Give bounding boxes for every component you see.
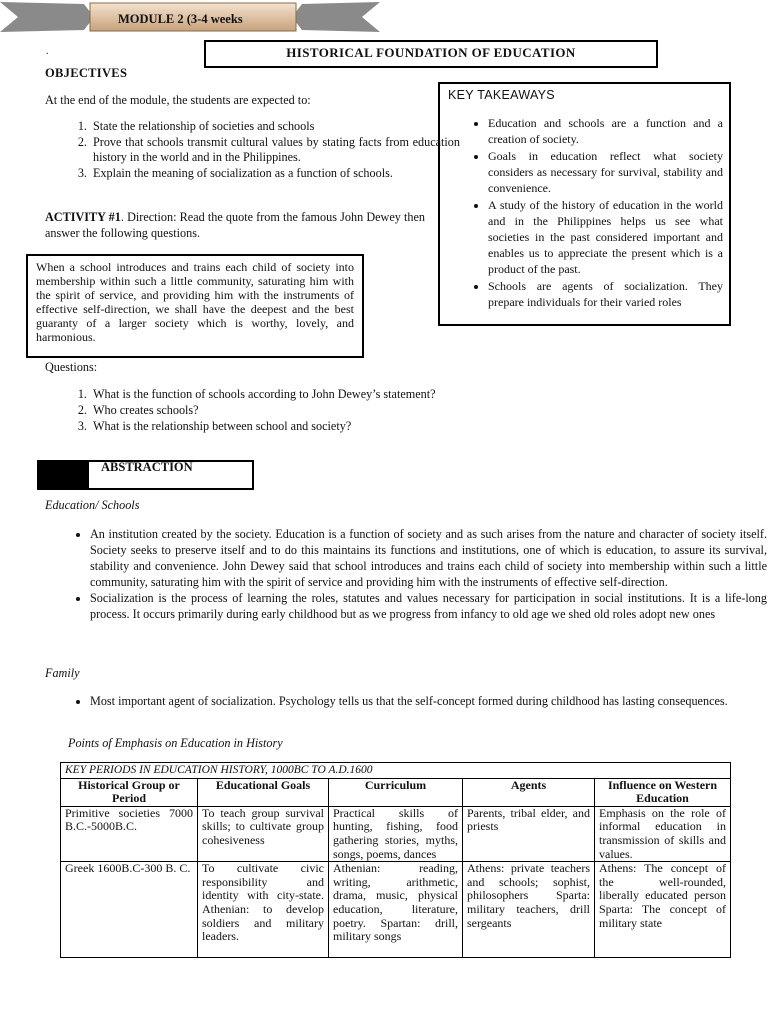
abstraction-banner-fill [37,460,89,490]
key-takeaways-heading: KEY TAKEAWAYS [448,88,555,102]
takeaway-item: • Schools are agents of socialization. They prepare individuals for their varied roles [488,278,723,310]
table-cell: Practical skills of hunting, fishing, food gathering stories, myths, songs, poems, dances [329,806,463,861]
education-item: • An institution created by the society. Education is a function of society and as such arises from the nature and character of society itself. Society seeks to preserve itself and to do this maintains its functions and institutions, one of which is education, to assure its survival, stability and convenience. John Dewey said that school introduces and trains each child of society into membership within such a little community, saturating him with the spirit of service and providing him with the instruments of effective self-direction. [90,526,767,590]
questions-list [45,386,510,434]
activity-label: ACTIVITY #1 [45,210,121,224]
table-header: Influence on Western Education [595,778,731,806]
education-list [45,526,767,622]
activity-text: . Direction: Read the quote from the famous John Dewey then answer the following questions. [45,210,425,240]
question-item: 1. What is the function of schools according to John Dewey’s statement? [90,386,510,402]
table-cell: To teach group survival skills; to cultivate group cohesiveness [198,806,329,861]
objective-item: 3. Explain the meaning of socialization as a function of schools. [90,166,460,182]
objectives-intro: At the end of the module, the students are expected to: [45,93,311,107]
history-table [60,762,731,958]
family-item: • Most important agent of socialization. Psychology tells us that the self-concept formed during childhood has lasting consequences. [90,693,767,709]
page-title: HISTORICAL FOUNDATION OF EDUCATION [204,40,658,68]
table-cell: Athens: The concept of the well-rounded, liberally educated person Sparta: The concept of military state [599,862,726,930]
module-label: MODULE 2 (3-4 weeks [118,12,243,26]
objective-item: 1. State the relationship of societies and schools [90,119,460,135]
table-cell: Greek 1600B.C-300 B. C. [65,862,191,876]
table-title: KEY PERIODS IN EDUCATION HISTORY, 1000BC TO A.D.1600 [61,763,731,779]
education-heading: Education/ Schools [45,498,140,512]
family-heading: Family [45,666,80,680]
education-item: • Socialization is the process of learning the roles, statutes and values necessary for participation in social institutions. It is a life-long process. It occurs primarily during early childhood but as we progress from infancy to old age we shed old roles adopt new ones [90,590,767,622]
points-heading: Points of Emphasis on Education in History [68,736,283,750]
table-cell: Emphasis on the role of informal education in transmission of skills and values. [595,806,731,861]
table-header: Historical Group or Period [61,778,198,806]
table-header-row [61,778,731,806]
table-cell: Parents, tribal elder, and priests [463,806,595,861]
objective-item: 2. Prove that schools transmit cultural values by stating facts from education history in the world and in the Philippines. [90,135,460,166]
questions-label: Questions: [45,360,98,374]
table-cell: Athenian: reading, writing, arithmetic, drama, music, physical education, literature, poetry. Spartan: drill, military songs [333,862,458,944]
table-header: Curriculum [329,778,463,806]
takeaway-item: • Education and schools are a function and a creation of society. [488,115,723,147]
dewey-quote: When a school introduces and trains each child of society into membership within such a little community, saturating him with the spirit of service, and providing him with the instruments of effective self-direction, we shall have the deepest and the best guaranty of a larger society which is worthy, lovely, and harmonious. [26,254,364,358]
table-cell: Athens: private teachers and schools; sophist, philosophers Sparta: military teachers, drill sergeants [467,862,590,930]
table-header: Agents [463,778,595,806]
table-header: Educational Goals [198,778,329,806]
table-row [61,862,731,958]
activity-instructions [45,210,425,241]
table-cell: Primitive societies 7000 B.C.-5000B.C. [61,806,198,861]
family-list [45,693,767,709]
objectives-list [45,119,460,181]
stray-mark: . [46,46,49,57]
objectives-heading: OBJECTIVES [45,66,128,80]
abstraction-heading: ABSTRACTION [101,460,193,474]
takeaway-item: • A study of the history of education in the world and in the Philippines helps us see what societies in the past considered important and enables us to appreciate the present which is a product of the past. [488,197,723,277]
question-item: 2. Who creates schools? [90,402,510,418]
table-row [61,806,731,861]
question-item: 3. What is the relationship between school and society? [90,418,510,434]
key-takeaways-box [438,82,731,326]
takeaway-item: • Goals in education reflect what society considers as necessary for survival, stability and convenience. [488,148,723,196]
table-cell: To cultivate civic responsibility and identity with city-state. Athenian: to develop soldiers and military leaders. [202,862,324,944]
